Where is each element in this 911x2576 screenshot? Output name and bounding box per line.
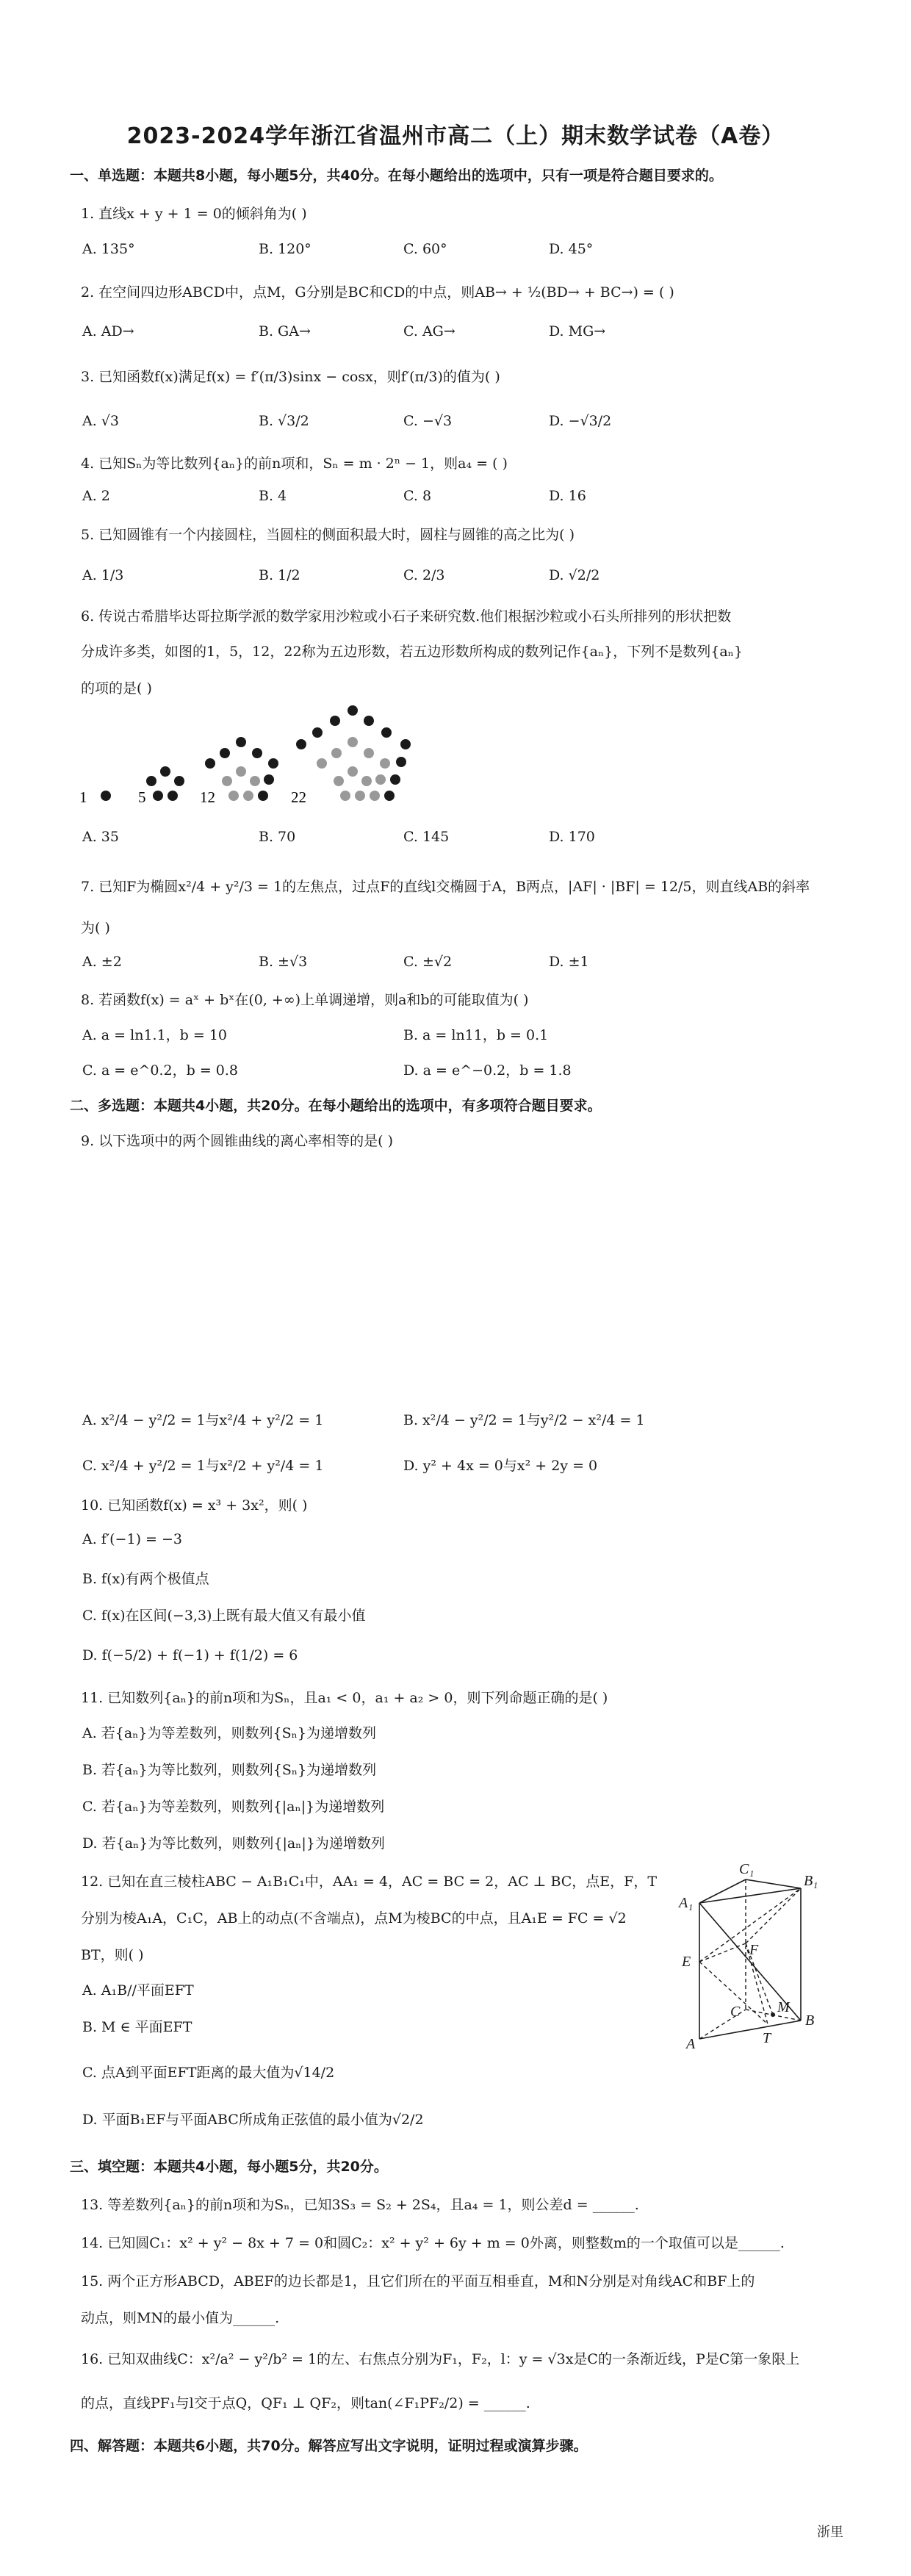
q6-option-d: D. 170 — [549, 829, 595, 845]
question-9-stem: 9. 以下选项中的两个圆锥曲线的离心率相等的是( ) — [81, 1133, 394, 1149]
question-7-line-2: 为( ) — [81, 920, 110, 936]
pentagon-5 — [146, 766, 184, 801]
q2-option-c: C. AG→ — [403, 323, 455, 339]
triangular-prism-figure — [676, 1859, 838, 2057]
q1-option-c: C. 60° — [403, 241, 447, 257]
q10-option-b: B. f(x)有两个极值点 — [82, 1571, 209, 1587]
q12-option-a: A. A₁B//平面EFT — [82, 1982, 194, 1998]
fig-label-22: 22 — [291, 788, 306, 806]
question-15-line-1: 15. 两个正方形ABCD，ABEF的边长都是1，且它们所在的平面互相垂直，M和N分别是对角线AC和BF上的 — [81, 2273, 755, 2289]
q4-option-b: B. 4 — [259, 488, 287, 504]
q12-option-b: B. M ∈ 平面EFT — [82, 2019, 192, 2035]
fig-label-5: 5 — [138, 788, 146, 806]
question-8-stem: 8. 若函数f(x) = aˣ + bˣ在(0, +∞)上单调递增，则a和b的可能取值为( ) — [81, 992, 529, 1008]
q11-option-c: C. 若{aₙ}为等差数列，则数列{|aₙ|}为递增数列 — [82, 1799, 385, 1815]
q11-option-b: B. 若{aₙ}为等比数列，则数列{Sₙ}为递增数列 — [82, 1762, 377, 1778]
q7-option-a: A. ±2 — [82, 954, 122, 970]
q8-option-b: B. a = ln11，b = 0.1 — [403, 1027, 549, 1043]
pentagon-12 — [205, 737, 278, 801]
label-b: B — [805, 2012, 815, 2029]
q11-option-a: A. 若{aₙ}为等差数列，则数列{Sₙ}为递增数列 — [82, 1725, 376, 1741]
q4-option-d: D. 16 — [549, 488, 586, 504]
q4-option-c: C. 8 — [403, 488, 432, 504]
q3-option-b: B. √3/2 — [259, 413, 309, 429]
q1-option-d: D. 45° — [549, 241, 594, 257]
q11-option-d: D. 若{aₙ}为等比数列，则数列{|aₙ|}为递增数列 — [82, 1835, 385, 1852]
question-14: 14. 已知圆C₁：x² + y² − 8x + 7 = 0和圆C₂：x² + y² + 6y + m = 0外离，则整数m的一个取值可以是______. — [81, 2235, 785, 2251]
section-3-heading: 三、填空题：本题共4小题，每小题5分，共20分。 — [70, 2159, 388, 2175]
question-11-stem: 11. 已知数列{aₙ}的前n项和为Sₙ，且a₁ < 0，a₁ + a₂ > 0，则下列命题正确的是( ) — [81, 1690, 608, 1706]
section-1-heading: 一、单选题：本题共8小题，每小题5分，共40分。在每小题给出的选项中，只有一项是符合题目要求的。 — [70, 168, 723, 184]
label-b1: B₁ — [804, 1873, 818, 1889]
q9-option-d: D. y² + 4x = 0与x² + 2y = 0 — [403, 1458, 598, 1474]
pentagonal-numbers-figure — [73, 702, 470, 816]
label-a: A — [686, 2036, 696, 2052]
q3-option-d: D. −√3/2 — [549, 413, 612, 429]
q2-option-b: B. GA→ — [259, 323, 311, 339]
q6-option-c: C. 145 — [403, 829, 450, 845]
q5-option-a: A. 1/3 — [82, 567, 124, 583]
fig-label-1: 1 — [79, 788, 87, 806]
question-6-line-1: 6. 传说古希腊毕达哥拉斯学派的数学家用沙粒或小石子来研究数.他们根据沙粒或小石头所排列的形状把数 — [81, 608, 732, 625]
q12-option-c: C. 点A到平面EFT距离的最大值为√14/2 — [82, 2065, 335, 2081]
question-16-line-2: 的点，直线PF₁与l交于点Q，QF₁ ⊥ QF₂，则tan(∠F₁PF₂/2) = ______. — [81, 2395, 530, 2411]
label-e: E — [682, 1954, 691, 1970]
q5-option-c: C. 2/3 — [403, 567, 445, 583]
question-6-line-2: 分成许多类，如图的1，5，12，22称为五边形数，若五边形数所构成的数列记作{aₙ}，下列不是数列{aₙ} — [81, 644, 743, 660]
q8-option-a: A. a = ln1.1，b = 10 — [82, 1027, 227, 1043]
question-10-stem: 10. 已知函数f(x) = x³ + 3x²，则( ) — [81, 1497, 308, 1514]
question-13: 13. 等差数列{aₙ}的前n项和为Sₙ，已知3S₃ = S₂ + 2S₄，且a₄ = 1，则公差d = ______. — [81, 2197, 639, 2213]
section-2-heading: 二、多选题：本题共4小题，共20分。在每小题给出的选项中，有多项符合题目要求。 — [70, 1098, 602, 1114]
q10-option-c: C. f(x)在区间(−3,3)上既有最大值又有最小值 — [82, 1608, 366, 1624]
question-16-line-1: 16. 已知双曲线C：x²/a² − y²/b² = 1的左、右焦点分别为F₁，F₂，l：y = √3x是C的一条渐近线，P是C第一象限上 — [81, 2351, 800, 2367]
pentagon-dot — [101, 791, 111, 801]
question-15-line-2: 动点，则MN的最小值为______. — [81, 2310, 280, 2326]
q12-option-d: D. 平面B₁EF与平面ABC所成角正弦值的最小值为√2/2 — [82, 2112, 424, 2128]
q5-option-b: B. 1/2 — [259, 567, 300, 583]
question-5-stem: 5. 已知圆锥有一个内接圆柱，当圆柱的侧面积最大时，圆柱与圆锥的高之比为( ) — [81, 527, 575, 543]
q2-option-a: A. AD→ — [82, 323, 134, 339]
q6-option-b: B. 70 — [259, 829, 296, 845]
pentagon-22 — [296, 705, 411, 801]
fig-label-12: 12 — [200, 788, 215, 806]
label-c1: C₁ — [739, 1861, 755, 1877]
question-2-stem: 2. 在空间四边形ABCD中，点M，G分别是BC和CD的中点，则AB→ + ½(BD→ + BC→) = ( ) — [81, 284, 674, 301]
question-3-stem: 3. 已知函数f(x)满足f(x) = f′(π/3)sinx − cosx，则f′(π/3)的值为( ) — [81, 369, 500, 385]
q9-option-a: A. x²/4 − y²/2 = 1与x²/4 + y²/2 = 1 — [82, 1412, 324, 1428]
label-c: C — [730, 2004, 741, 2020]
question-7-line-1: 7. 已知F为椭圆x²/4 + y²/3 = 1的左焦点，过点F的直线l交椭圆于A，B两点，|AF| · |BF| = 12/5，则直线AB的斜率 — [81, 879, 810, 895]
q1-option-a: A. 135° — [82, 241, 135, 257]
q7-option-b: B. ±√3 — [259, 954, 308, 970]
q10-option-d: D. f(−5/2) + f(−1) + f(1/2) = 6 — [82, 1647, 298, 1663]
q1-option-b: B. 120° — [259, 241, 312, 257]
question-12-line-3: BT，则( ) — [81, 1947, 144, 1963]
q9-option-c: C. x²/4 + y²/2 = 1与x²/2 + y²/4 = 1 — [82, 1458, 324, 1474]
q5-option-d: D. √2/2 — [549, 567, 600, 583]
q10-option-a: A. f′(−1) = −3 — [82, 1531, 182, 1547]
q4-option-a: A. 2 — [82, 488, 110, 504]
question-4-stem: 4. 已知Sₙ为等比数列{aₙ}的前n项和，Sₙ = m · 2ⁿ − 1，则a₄ = ( ) — [81, 456, 508, 472]
label-f: F — [749, 1942, 759, 1958]
q8-option-c: C. a = e^0.2，b = 0.8 — [82, 1062, 239, 1079]
q3-option-a: A. √3 — [82, 413, 119, 429]
q2-option-d: D. MG→ — [549, 323, 606, 339]
footer-watermark: 浙里 — [817, 2525, 843, 2540]
exam-title: 2023-2024学年浙江省温州市高二（上）期末数学试卷（A卷） — [126, 123, 785, 149]
question-12-line-1: 12. 已知在直三棱柱ABC − A₁B₁C₁中，AA₁ = 4，AC = BC = 2，AC ⊥ BC，点E，F，T — [81, 1874, 658, 1890]
label-a1: A₁ — [679, 1895, 694, 1911]
q8-option-d: D. a = e^−0.2，b = 1.8 — [403, 1062, 572, 1079]
q9-option-b: B. x²/4 − y²/2 = 1与y²/2 − x²/4 = 1 — [403, 1412, 645, 1428]
q3-option-c: C. −√3 — [403, 413, 453, 429]
q6-option-a: A. 35 — [82, 829, 119, 845]
label-t: T — [763, 2030, 771, 2046]
q7-option-d: D. ±1 — [549, 954, 589, 970]
question-6-line-3: 的项的是( ) — [81, 680, 152, 697]
section-4-heading: 四、解答题：本题共6小题，共70分。解答应写出文字说明，证明过程或演算步骤。 — [70, 2438, 588, 2454]
q7-option-c: C. ±√2 — [403, 954, 453, 970]
question-12-line-2: 分别为棱A₁A，C₁C，AB上的动点(不含端点)，点M为棱BC的中点，且A₁E = FC = √2 — [81, 1910, 627, 1926]
question-1-stem: 1. 直线x + y + 1 = 0的倾斜角为( ) — [81, 206, 307, 222]
label-m: M — [777, 1999, 790, 2015]
